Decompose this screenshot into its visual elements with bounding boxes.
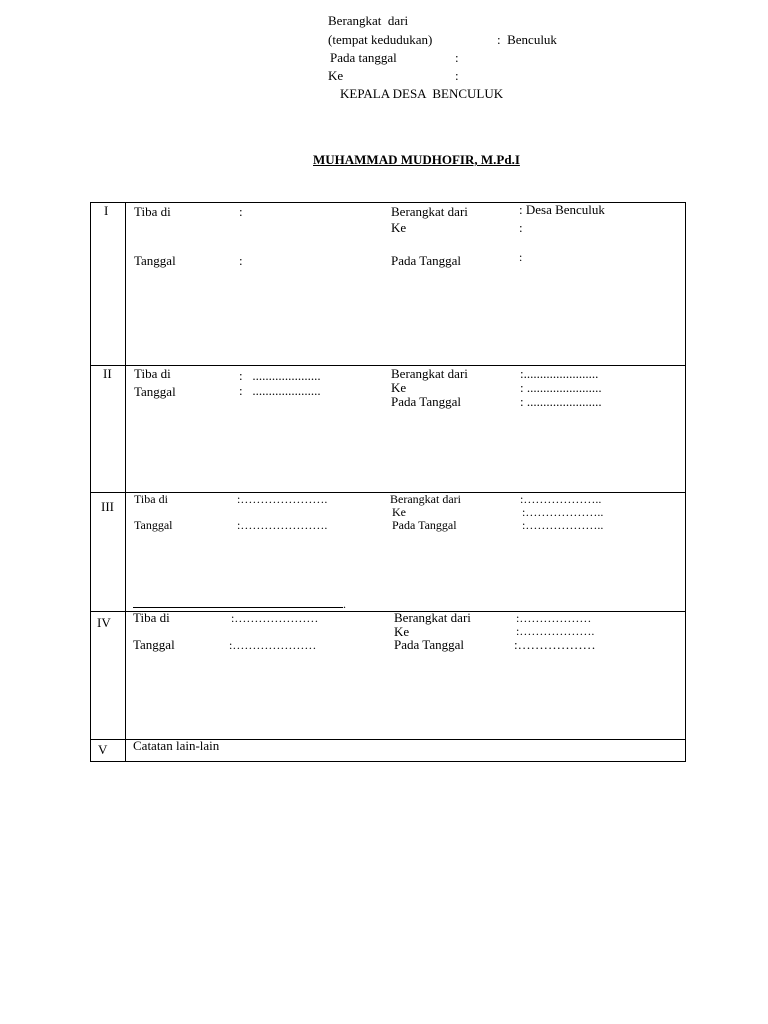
- pada-tanggal-label: Pada Tanggal: [394, 637, 464, 652]
- pada-tanggal-colon: :: [455, 50, 459, 65]
- pada-tanggal-label: Pada tanggal: [330, 50, 397, 65]
- tanggal-value: : .....................: [239, 383, 321, 398]
- pada-tanggal-label: Pada Tanggal: [391, 253, 461, 268]
- tanggal-label: Tanggal: [134, 253, 176, 268]
- pada-tanggal-value: :………………..: [522, 518, 604, 532]
- tiba-label: Tiba di: [133, 610, 170, 625]
- pada-tanggal-value: :: [519, 250, 523, 264]
- tanggal-value: :: [239, 253, 243, 268]
- tiba-label: Tiba di: [134, 204, 171, 219]
- row-number: III: [101, 499, 114, 514]
- catatan-label: Catatan lain-lain: [133, 738, 220, 753]
- ke-value: :……………….: [516, 624, 595, 638]
- underline-dot: .: [343, 597, 346, 611]
- berangkat-value: :………………: [516, 611, 592, 625]
- signature-underline: [133, 607, 343, 608]
- ke-label: Ke: [391, 220, 407, 235]
- number-column-divider: [125, 202, 126, 762]
- berangkat-dari-label: Berangkat dari: [328, 13, 409, 28]
- tempat-kedudukan-value: : Benculuk: [497, 32, 557, 47]
- ke-label: Ke: [328, 68, 344, 83]
- table-border-bottom: [90, 761, 686, 762]
- row-number: V: [98, 742, 108, 757]
- pada-tanggal-value: : .......................: [520, 394, 602, 409]
- tiba-value: :: [239, 204, 243, 219]
- signer-title: KEPALA DESA BENCULUK: [340, 86, 504, 101]
- berangkat-value: : Desa Benculuk: [519, 202, 605, 217]
- ke-label: Ke: [392, 505, 406, 519]
- tiba-label: Tiba di: [134, 366, 171, 381]
- row-number: I: [104, 203, 109, 218]
- tiba-value: :…………………: [231, 611, 319, 625]
- row-number: IV: [97, 615, 111, 630]
- row-number: II: [103, 366, 112, 381]
- table-border-right: [685, 202, 686, 762]
- ke-label: Ke: [391, 380, 407, 395]
- pada-tanggal-value: :………………: [514, 637, 596, 652]
- pada-tanggal-label: Pada Tanggal: [392, 518, 457, 532]
- berangkat-value: :………………..: [520, 492, 602, 506]
- ke-colon: :: [455, 68, 459, 83]
- pada-tanggal-label: Pada Tanggal: [391, 394, 461, 409]
- table-border-left: [90, 202, 91, 762]
- signer-name: MUHAMMAD MUDHOFIR, M.Pd.I: [313, 152, 520, 167]
- berangkat-label: Berangkat dari: [390, 492, 461, 506]
- tiba-label: Tiba di: [134, 492, 168, 506]
- ke-value: :: [519, 220, 523, 235]
- ke-value: :………………..: [522, 505, 604, 519]
- tanggal-value: :…………………: [229, 638, 317, 652]
- berangkat-label: Berangkat dari: [394, 610, 471, 625]
- tanggal-label: Tanggal: [134, 518, 173, 532]
- ke-value: : .......................: [520, 380, 602, 395]
- tiba-value: : .....................: [239, 368, 321, 383]
- berangkat-value: :.......................: [520, 366, 599, 381]
- tanggal-label: Tanggal: [134, 384, 176, 399]
- berangkat-label: Berangkat dari: [391, 204, 468, 219]
- tempat-kedudukan-label: (tempat kedudukan): [328, 32, 433, 47]
- berangkat-label: Berangkat dari: [391, 366, 468, 381]
- tiba-value: :………………….: [237, 492, 328, 506]
- tanggal-value: :………………….: [237, 518, 328, 532]
- row-divider-3: [90, 611, 686, 612]
- ke-label: Ke: [394, 624, 410, 639]
- tanggal-label: Tanggal: [133, 637, 175, 652]
